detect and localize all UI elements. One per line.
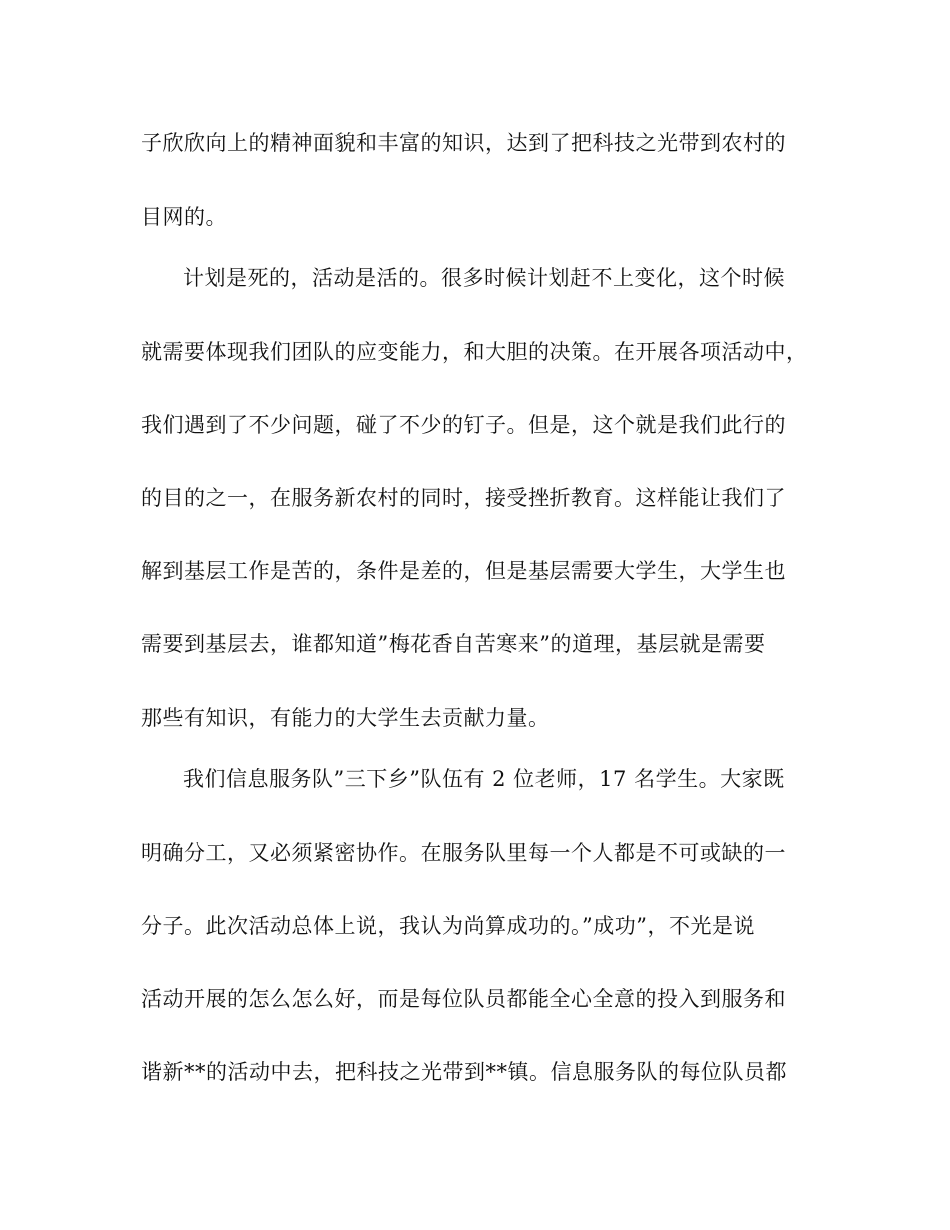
paragraph-line: 的目的之一，在服务新农村的同时，接受挫折教育。这样能让我们了 [141, 486, 786, 510]
paragraph-line: 明确分工，又必须紧密协作。在服务队里每一个人都是不可或缺的一 [141, 841, 786, 865]
paragraph-line: 谐新**的活动中去，把科技之光带到**镇。信息服务队的每位队员都 [141, 1060, 787, 1084]
paragraph-line: 那些有知识，有能力的大学生去贡献力量。 [141, 706, 550, 730]
paragraph-line: 目网的。 [141, 205, 227, 229]
paragraph-line: 活动开展的怎么怎么好，而是每位队员都能全心全意的投入到服务和 [141, 987, 786, 1011]
paragraph-line: 我们遇到了不少问题，碰了不少的钉子。但是，这个就是我们此行的 [141, 413, 786, 437]
paragraph-line: 需要到基层去，谁都知道”梅花香自苦寒来”的道理，基层就是需要 [141, 632, 766, 656]
paragraph-line: 计划是死的，活动是活的。很多时候计划赶不上变化，这个时候 [183, 266, 785, 290]
paragraph-line: 解到基层工作是苦的，条件是差的，但是基层需要大学生，大学生也 [141, 559, 786, 583]
paragraph-line: 子欣欣向上的精神面貌和丰富的知识，达到了把科技之光带到农村的 [141, 131, 786, 155]
paragraph-line: 分子。此次活动总体上说，我认为尚算成功的。”成功”，不光是说 [141, 914, 755, 938]
paragraph-line: 我们信息服务队”三下乡”队伍有 2 位老师，17 名学生。大家既 [183, 767, 785, 791]
paragraph-line: 就需要体现我们团队的应变能力，和大胆的决策。在开展各项活动中， [141, 340, 808, 364]
